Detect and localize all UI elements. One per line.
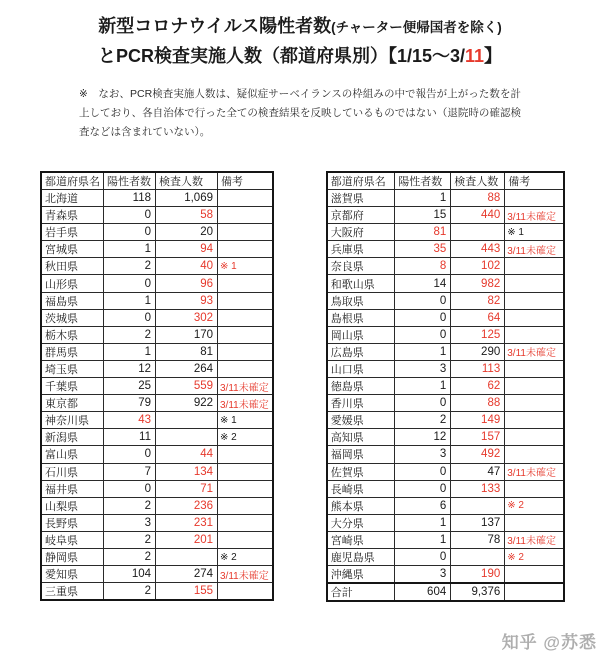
test-count	[451, 224, 505, 241]
prefecture-name: 滋賀県	[327, 190, 395, 207]
prefecture-name: 埼玉県	[41, 360, 104, 377]
prefecture-name: 香川県	[327, 395, 395, 412]
test-count	[156, 548, 218, 565]
prefecture-name: 鹿児島県	[327, 548, 395, 565]
test-count: 1,069	[156, 190, 218, 207]
table-row	[327, 360, 564, 377]
table-row	[41, 514, 273, 531]
prefecture-name: 愛媛県	[327, 412, 395, 429]
prefecture-name: 栃木県	[41, 326, 104, 343]
test-count: 440	[451, 207, 505, 224]
table-row	[41, 360, 273, 377]
remark	[218, 343, 273, 360]
table-row	[41, 463, 273, 480]
positive-count: 3	[395, 360, 451, 377]
remark	[218, 292, 273, 309]
table-row	[327, 309, 564, 326]
remark: ※ 2	[218, 548, 273, 565]
test-count: 47	[451, 463, 505, 480]
positive-count: 15	[395, 207, 451, 224]
positive-count: 1	[395, 190, 451, 207]
positive-count: 43	[104, 412, 156, 429]
prefecture-name: 富山県	[41, 446, 104, 463]
positive-count: 79	[104, 395, 156, 412]
table-row	[41, 258, 273, 275]
remark	[505, 326, 564, 343]
table-row	[41, 429, 273, 446]
prefecture-name: 徳島県	[327, 378, 395, 395]
test-count: 40	[156, 258, 218, 275]
prefecture-name: 合計	[327, 583, 395, 601]
positive-count: 2	[104, 583, 156, 601]
positive-count: 8	[395, 258, 451, 275]
test-count	[451, 548, 505, 565]
column-header-remarks: 備考	[505, 172, 564, 190]
remark	[505, 566, 564, 584]
prefecture-name: 奈良県	[327, 258, 395, 275]
positive-count: 0	[395, 395, 451, 412]
positive-count: 1	[395, 378, 451, 395]
prefecture-name: 福井県	[41, 480, 104, 497]
positive-count: 12	[395, 429, 451, 446]
remark: 3/11未確定	[218, 566, 273, 583]
remark	[218, 275, 273, 292]
positive-count: 2	[104, 258, 156, 275]
positive-count: 12	[104, 360, 156, 377]
table-row	[327, 548, 564, 565]
prefecture-name: 長崎県	[327, 480, 395, 497]
positive-count: 0	[395, 480, 451, 497]
test-count: 82	[451, 292, 505, 309]
prefecture-name: 秋田県	[41, 258, 104, 275]
remark	[218, 309, 273, 326]
table-row	[41, 326, 273, 343]
prefecture-name: 和歌山県	[327, 275, 395, 292]
remark	[218, 241, 273, 258]
table-row	[327, 429, 564, 446]
test-count: 443	[451, 241, 505, 258]
prefecture-name: 山口県	[327, 360, 395, 377]
positive-count: 1	[395, 531, 451, 548]
remark	[505, 360, 564, 377]
positive-count: 0	[104, 275, 156, 292]
prefecture-name: 兵庫県	[327, 241, 395, 258]
watermark: 知乎 @苏悉	[501, 633, 597, 652]
test-count: 201	[156, 531, 218, 548]
test-count: 170	[156, 326, 218, 343]
table-row	[41, 395, 273, 412]
positive-count: 1	[395, 343, 451, 360]
prefecture-name: 青森県	[41, 207, 104, 224]
positive-count: 0	[104, 207, 156, 224]
test-count: 157	[451, 429, 505, 446]
remark	[505, 583, 564, 601]
test-count	[451, 497, 505, 514]
test-count: 231	[156, 514, 218, 531]
remark: 3/11未確定	[505, 241, 564, 258]
header-row	[41, 172, 273, 190]
table-row	[327, 343, 564, 360]
positive-count: 3	[395, 566, 451, 584]
prefecture-name: 宮崎県	[327, 531, 395, 548]
remark	[218, 463, 273, 480]
column-header-remarks: 備考	[218, 172, 273, 190]
table-row	[41, 497, 273, 514]
prefecture-name: 群馬県	[41, 343, 104, 360]
positive-count: 0	[104, 446, 156, 463]
remark: 3/11未確定	[505, 207, 564, 224]
table-row	[327, 292, 564, 309]
prefecture-name: 京都府	[327, 207, 395, 224]
positive-count: 35	[395, 241, 451, 258]
table-row	[41, 548, 273, 565]
remark: 3/11未確定	[505, 531, 564, 548]
test-count: 20	[156, 224, 218, 241]
prefecture-name: 東京都	[41, 395, 104, 412]
table-row	[327, 258, 564, 275]
prefecture-name: 島根県	[327, 309, 395, 326]
positive-count: 118	[104, 190, 156, 207]
remark	[218, 190, 273, 207]
prefecture-name: 三重県	[41, 583, 104, 601]
test-count: 64	[451, 309, 505, 326]
prefecture-name: 長野県	[41, 514, 104, 531]
table-row	[327, 463, 564, 480]
prefecture-name: 千葉県	[41, 378, 104, 395]
remark	[505, 514, 564, 531]
test-count: 58	[156, 207, 218, 224]
prefecture-table-east	[40, 171, 274, 601]
remark	[505, 309, 564, 326]
prefecture-name: 熊本県	[327, 497, 395, 514]
remark	[218, 207, 273, 224]
test-count: 81	[156, 343, 218, 360]
table-row	[41, 412, 273, 429]
title-main-text: 新型コロナウイルス陽性者数	[98, 16, 332, 36]
table-row	[41, 480, 273, 497]
table-row	[41, 531, 273, 548]
remark	[505, 412, 564, 429]
prefecture-name: 宮城県	[41, 241, 104, 258]
prefecture-name: 茨城県	[41, 309, 104, 326]
test-count	[156, 429, 218, 446]
positive-count: 25	[104, 378, 156, 395]
test-count: 133	[451, 480, 505, 497]
test-count: 290	[451, 343, 505, 360]
remark	[505, 190, 564, 207]
table-row	[327, 275, 564, 292]
positive-count: 1	[104, 343, 156, 360]
table-row	[41, 583, 273, 601]
remark: 3/11未確定	[218, 378, 273, 395]
header-row	[327, 172, 564, 190]
table-row	[41, 292, 273, 309]
test-count: 94	[156, 241, 218, 258]
positive-count: 1	[395, 514, 451, 531]
remark	[505, 258, 564, 275]
table-row	[41, 190, 273, 207]
test-count: 922	[156, 395, 218, 412]
prefecture-name: 岩手県	[41, 224, 104, 241]
remark	[218, 360, 273, 377]
test-count: 134	[156, 463, 218, 480]
remark: 3/11未確定	[505, 463, 564, 480]
positive-count: 7	[104, 463, 156, 480]
remark	[218, 446, 273, 463]
column-header-positives: 陽性者数	[395, 172, 451, 190]
table-row	[327, 395, 564, 412]
remark	[505, 480, 564, 497]
prefecture-name: 石川県	[41, 463, 104, 480]
positive-count: 0	[395, 548, 451, 565]
positive-count: 0	[104, 480, 156, 497]
test-count: 982	[451, 275, 505, 292]
positive-count: 1	[104, 292, 156, 309]
column-header-tests: 検査人数	[451, 172, 505, 190]
remark: 3/11未確定	[218, 395, 273, 412]
title-line2-post: 】	[484, 46, 503, 67]
table-row	[327, 446, 564, 463]
table-row	[41, 275, 273, 292]
table-row	[41, 566, 273, 583]
positive-count: 0	[395, 326, 451, 343]
table-row	[327, 207, 564, 224]
table-row	[327, 566, 564, 584]
table-row	[327, 224, 564, 241]
remark: ※ 2	[218, 429, 273, 446]
table-row	[327, 497, 564, 514]
positive-count: 0	[395, 292, 451, 309]
remark	[505, 395, 564, 412]
remark	[505, 446, 564, 463]
prefecture-name: 大分県	[327, 514, 395, 531]
test-count: 559	[156, 378, 218, 395]
remark: ※ 1	[218, 258, 273, 275]
prefecture-name: 神奈川県	[41, 412, 104, 429]
table-row	[41, 343, 273, 360]
prefecture-name: 岐阜県	[41, 531, 104, 548]
positive-count: 0	[395, 463, 451, 480]
test-count: 190	[451, 566, 505, 584]
title-line-2	[0, 43, 600, 69]
test-count: 149	[451, 412, 505, 429]
remark	[218, 497, 273, 514]
test-count: 102	[451, 258, 505, 275]
column-header-tests: 検査人数	[156, 172, 218, 190]
test-count: 113	[451, 360, 505, 377]
positive-count: 0	[104, 309, 156, 326]
prefecture-name: 鳥取県	[327, 292, 395, 309]
positive-count: 2	[395, 412, 451, 429]
positive-count: 2	[104, 497, 156, 514]
prefecture-name: 広島県	[327, 343, 395, 360]
remark	[218, 480, 273, 497]
total-row	[327, 583, 564, 601]
remark: 3/11未確定	[505, 343, 564, 360]
positive-count: 3	[395, 446, 451, 463]
positive-count: 0	[395, 309, 451, 326]
positive-count: 604	[395, 583, 451, 601]
table-row	[327, 514, 564, 531]
test-count: 125	[451, 326, 505, 343]
remark	[505, 378, 564, 395]
prefecture-name: 静岡県	[41, 548, 104, 565]
test-count: 88	[451, 395, 505, 412]
prefecture-name: 高知県	[327, 429, 395, 446]
remark	[218, 224, 273, 241]
prefecture-name: 佐賀県	[327, 463, 395, 480]
positive-count: 2	[104, 326, 156, 343]
footnote-text: ※ なお、PCR検査実施人数は、疑似症サーベイランスの枠組みの中で報告が上がった数を計上しており、各自治体で行った全ての検査結果を反映しているものではない（退院時の確認検査などは含まれていない）。	[79, 88, 521, 138]
prefecture-name: 岡山県	[327, 326, 395, 343]
positive-count: 6	[395, 497, 451, 514]
remark	[218, 326, 273, 343]
table-row	[327, 378, 564, 395]
table-row	[327, 190, 564, 207]
test-count: 62	[451, 378, 505, 395]
column-header-prefecture: 都道府県名	[327, 172, 395, 190]
remark: ※ 2	[505, 548, 564, 565]
title-line2-pre: とPCR検査実施人数（都道府県別）【1/15～3/	[97, 46, 466, 67]
title-paren-text: (チャーター便帰国者を除く)	[331, 20, 502, 35]
tables-container	[40, 171, 565, 602]
test-count: 264	[156, 360, 218, 377]
table-row	[327, 531, 564, 548]
column-header-prefecture: 都道府県名	[41, 172, 104, 190]
prefecture-name: 北海道	[41, 190, 104, 207]
positive-count: 2	[104, 531, 156, 548]
test-count: 71	[156, 480, 218, 497]
remark	[505, 275, 564, 292]
positive-count: 2	[104, 548, 156, 565]
positive-count: 1	[104, 241, 156, 258]
positive-count: 0	[104, 224, 156, 241]
table-row	[41, 241, 273, 258]
prefecture-name: 山梨県	[41, 497, 104, 514]
positive-count: 14	[395, 275, 451, 292]
title-line-1	[0, 13, 600, 39]
test-count: 78	[451, 531, 505, 548]
test-count	[156, 412, 218, 429]
remark: ※ 1	[505, 224, 564, 241]
title-date-highlight: 11	[465, 46, 485, 67]
test-count: 155	[156, 583, 218, 601]
column-header-positives: 陽性者数	[104, 172, 156, 190]
positive-count: 104	[104, 566, 156, 583]
table-row	[41, 378, 273, 395]
test-count: 9,376	[451, 583, 505, 601]
table-row	[41, 224, 273, 241]
table-row	[327, 326, 564, 343]
test-count: 274	[156, 566, 218, 583]
prefecture-name: 沖縄県	[327, 566, 395, 584]
prefecture-name: 福島県	[41, 292, 104, 309]
remark: ※ 2	[505, 497, 564, 514]
prefecture-name: 愛知県	[41, 566, 104, 583]
prefecture-table-west	[326, 171, 565, 602]
table-row	[41, 446, 273, 463]
table-row	[41, 309, 273, 326]
remark	[505, 429, 564, 446]
test-count: 137	[451, 514, 505, 531]
test-count: 492	[451, 446, 505, 463]
table-row	[327, 480, 564, 497]
positive-count: 11	[104, 429, 156, 446]
prefecture-name: 新潟県	[41, 429, 104, 446]
prefecture-name: 山形県	[41, 275, 104, 292]
remark	[218, 531, 273, 548]
positive-count: 81	[395, 224, 451, 241]
test-count: 96	[156, 275, 218, 292]
remark: ※ 1	[218, 412, 273, 429]
remark	[218, 583, 273, 601]
remark	[218, 514, 273, 531]
page-title	[0, 13, 600, 69]
table-row	[41, 207, 273, 224]
table-row	[327, 241, 564, 258]
test-count: 236	[156, 497, 218, 514]
remark	[505, 292, 564, 309]
prefecture-name: 福岡県	[327, 446, 395, 463]
positive-count: 3	[104, 514, 156, 531]
test-count: 93	[156, 292, 218, 309]
test-count: 88	[451, 190, 505, 207]
test-count: 302	[156, 309, 218, 326]
table-row	[327, 412, 564, 429]
test-count: 44	[156, 446, 218, 463]
prefecture-name: 大阪府	[327, 224, 395, 241]
